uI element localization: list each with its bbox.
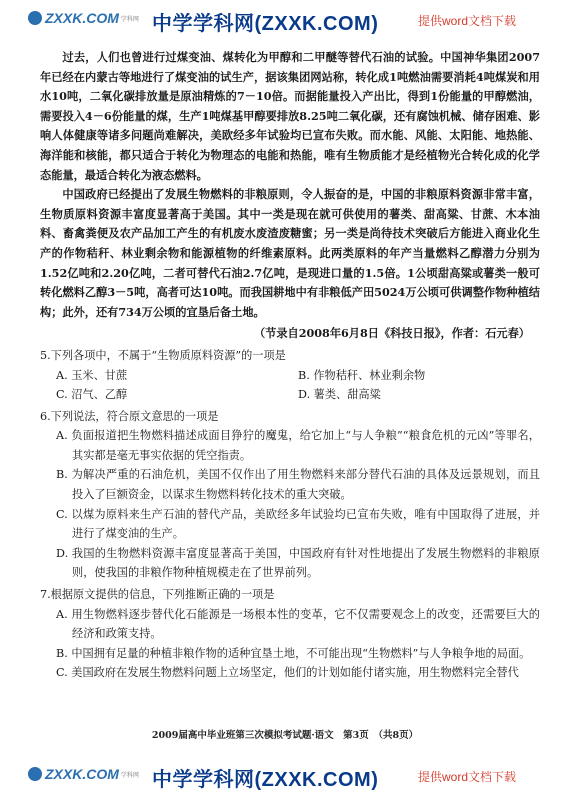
option-c: C. 沼气、乙醇 bbox=[56, 388, 128, 402]
globe-icon bbox=[28, 767, 42, 781]
passage-paragraph-2: 中国政府已经提出了发展生物燃料的非粮原则，令人振奋的是，中国的非粮原料资源非常丰富，生物质原料资源丰富度显著高于美国。其中一类是现在就可供使用的薯类、甜高粱、甘蔗、木本油料、畜禽粪便及农产品加工产生的有机废水废渣废糖蜜；另一类是尚待技术突破后方能进入商业化生产的作物秸秆、林业剩余物和能源植物的纤维素原料。此两类原料的年产当量燃料乙醇潜力分别为1.52亿吨和2.20亿吨，二者可替代石油2.7亿吨，是现进口量的1.5倍。1公顷甜高粱或薯类一般可转化燃料乙醇3－5吨，高者可达10吨。而我国耕地中有非粮低产田5024万公顷可供调整作物种植结构；此外，还有734万公顷的宜垦后备土地。 bbox=[40, 187, 540, 319]
question-7 bbox=[40, 585, 540, 683]
site-logo[interactable] bbox=[28, 10, 139, 26]
passage-source: （节录自2008年6月8日《科技日报》，作者：石元春） bbox=[253, 326, 530, 341]
site-title[interactable]: 中学学科网(ZXXK.COM) bbox=[152, 13, 379, 35]
site-title[interactable]: 中学学科网(ZXXK.COM) bbox=[152, 769, 379, 791]
question-stem: 7.根据原文提供的信息，下列推断正确的一项是 bbox=[40, 588, 275, 602]
question-options bbox=[56, 366, 540, 405]
option-d: D. 我国的生物燃料资源丰富度显著高于美国，中国政府有针对性地提出了发展生物燃料的非粮原则，使我国的非粮作物种植规模走在了世界前列。 bbox=[56, 546, 540, 580]
option-b: B. 中国拥有足量的种植非粮作物的适种宜垦土地，不可能出现“生物燃料”与人争粮争地的局面。 bbox=[56, 646, 531, 660]
document-body bbox=[40, 48, 540, 683]
question-stem: 6.下列说法，符合原文意思的一项是 bbox=[40, 409, 219, 423]
option-b: B. 为解决严重的石油危机，美国不仅作出了用生物燃料来部分替代石油的具体及远景规划，而且投入了巨额资金，以谋求生物燃料转化技术的重大突破。 bbox=[56, 468, 540, 502]
option-d: D. 薯类、甜高粱 bbox=[298, 388, 381, 402]
site-logo[interactable] bbox=[28, 766, 139, 782]
option-b: B. 作物秸秆、林业剩余物 bbox=[298, 368, 426, 382]
download-link[interactable]: 提供word文档下载 bbox=[418, 14, 517, 28]
page-footer: 2009届高中毕业班第三次模拟考试题·语文 第3页 （共8页） bbox=[151, 730, 419, 741]
logo-subtext: 学科网 bbox=[120, 16, 139, 23]
question-6 bbox=[40, 407, 540, 583]
option-a: A. 用生物燃料逐步替代化石能源是一场根本性的变革，它不仅需要观念上的改变，还需要巨大的经济和政策支持。 bbox=[56, 607, 540, 641]
header-banner bbox=[0, 4, 570, 34]
footer-banner bbox=[0, 760, 570, 790]
question-5 bbox=[40, 346, 540, 405]
logo-text: ZXXK.COM bbox=[45, 10, 119, 26]
option-a: A. 玉米、甘蔗 bbox=[56, 368, 128, 382]
option-c: C. 美国政府在发展生物燃料问题上立场坚定，他们的计划如能付诸实施，用生物燃料完全替代 bbox=[56, 666, 519, 680]
logo-subtext: 学科网 bbox=[120, 772, 139, 779]
logo-text: ZXXK.COM bbox=[45, 766, 119, 782]
question-stem: 5.下列各项中，不属于“生物质原料资源”的一项是 bbox=[40, 348, 286, 362]
option-a: A. 负面报道把生物燃料描述成面目狰狞的魔鬼，给它加上“与人争粮”“粮食危机的元凶”等罪名，其实都是毫无事实依据的凭空指责。 bbox=[56, 429, 540, 462]
passage-paragraph-1: 过去，人们也曾进行过煤变油、煤转化为甲醇和二甲醚等替代石油的试验。中国神华集团2007年已经在内蒙古等地进行了煤变油的试生产，据该集团网站称，转化成1吨燃油需要消耗4吨煤炭和用水10吨，二氧化碳排放量是原油精炼的7－10倍。而据能量投入产出比，得到1份能量的甲醇燃油，需要投入4－6份能量的煤，生产1吨煤基甲醇要排放8.25吨二氧化碳，还有腐蚀机械、储存困难、影响人体健康等诸多问题尚难解决，美欧经多年试验均已宣布失败。而水能、风能、太阳能、地热能、海洋能和核能，都只适合于转化为物理态的电能和热能，唯有生物质能才是经植物光合转化成的化学态能量，最适合转化为液态燃料。 bbox=[40, 50, 540, 182]
globe-icon bbox=[28, 11, 42, 25]
option-c: C. 以煤为原料来生产石油的替代产品，美欧经多年试验均已宣布失败，唯有中国取得了进展，并进行了煤变油的生产。 bbox=[56, 507, 540, 541]
download-link[interactable]: 提供word文档下载 bbox=[418, 770, 517, 784]
